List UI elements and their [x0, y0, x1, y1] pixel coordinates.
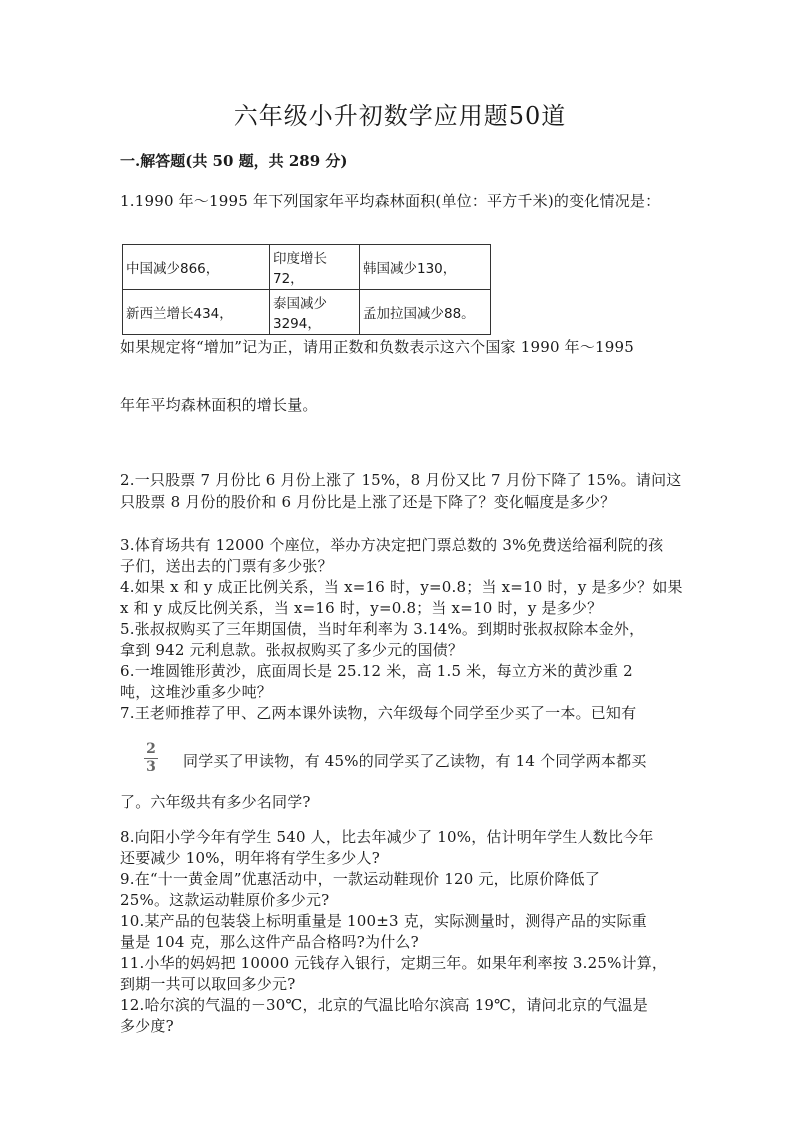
question-9-line-1: 9.在“十一黄金周”优惠活动中，一款运动鞋现价 120 元，比原价降低了 [120, 870, 601, 888]
question-3-line-2: 子们，送出去的门票有多少张？ [120, 557, 333, 575]
table-row [123, 245, 491, 290]
table-row [123, 290, 491, 335]
question-11-line-2: 到期一共可以取回多少元? [120, 975, 296, 993]
question-7-line-1: 7.王老师推荐了甲、乙两本课外读物，六年级每个同学至少买了一本。已知有 [120, 704, 637, 722]
question-1-line-1: 如果规定将“增加”记为正，请用正数和负数表示这六个国家 1990 年～1995 [120, 338, 635, 356]
question-1-line-2: 年年平均森林面积的增长量。 [120, 396, 318, 414]
table-cell: 孟加拉国减少88。 [360, 290, 491, 335]
question-1-intro: 1.1990 年～1995 年下列国家年平均森林面积(单位：平方千米)的变化情况是： [120, 192, 661, 210]
fraction-denominator: 3 [146, 759, 156, 775]
table-cell: 中国减少866， [123, 245, 270, 290]
question-4-line-2: x 和 y 成反比例关系，当 x=16 时，y=0.8；当 x=10 时，y 是多少？ [120, 599, 603, 617]
question-9-line-2: 25%。这款运动鞋原价多少元? [120, 891, 330, 909]
forest-change-table [122, 244, 491, 335]
question-3-line-1: 3.体育场共有 12000 个座位，举办方决定把门票总数的 3%免费送给福利院的孩 [120, 536, 664, 554]
question-5-line-2: 拿到 942 元利息款。张叔叔购买了多少元的国债？ [120, 641, 464, 659]
question-11-line-1: 11.小华的妈妈把 10000 元钱存入银行，定期三年。如果年利率按 3.25%计算， [120, 954, 668, 972]
table-cell: 印度增长72， [270, 245, 360, 290]
table-cell: 新西兰增长434， [123, 290, 270, 335]
table-cell: 韩国减少130， [360, 245, 491, 290]
question-6-line-2: 吨，这堆沙重多少吨？ [120, 683, 273, 701]
question-7-line-2: 同学买了甲读物，有 45%的同学买了乙读物，有 14 个同学两本都买 [183, 752, 647, 770]
page-title: 六年级小升初数学应用题50道 [233, 102, 567, 130]
question-7-line-3: 了。六年级共有多少名同学? [120, 793, 311, 811]
question-5-line-1: 5.张叔叔购买了三年期国债，当时年利率为 3.14%。到期时张叔叔除本金外， [120, 620, 645, 638]
table-cell: 泰国减少3294， [270, 290, 360, 335]
fraction-two-thirds [144, 742, 158, 775]
section-header: 一.解答题(共 50 题，共 289 分) [120, 152, 348, 170]
question-12-line-2: 多少度? [120, 1017, 174, 1035]
question-2-line-1: 2.一只股票 7 月份比 6 月份上涨了 15%，8 月份又比 7 月份下降了 15%。请问这 [120, 471, 682, 489]
question-10-line-1: 10.某产品的包装袋上标明重量是 100±3 克，实际测量时，测得产品的实际重 [120, 912, 647, 930]
fraction-numerator: 2 [146, 741, 156, 757]
question-4-line-1: 4.如果 x 和 y 成正比例关系，当 x=16 时，y=0.8；当 x=10 时，y 是多少？如果 [120, 578, 683, 596]
question-12-line-1: 12.哈尔滨的气温的－30℃，北京的气温比哈尔滨高 19℃，请问北京的气温是 [120, 996, 648, 1014]
question-2-line-2: 只股票 8 月份的股价和 6 月份比是上涨了还是下降了？变化幅度是多少？ [120, 493, 616, 511]
question-10-line-2: 量是 104 克，那么这件产品合格吗?为什么? [120, 933, 419, 951]
question-8-line-1: 8.向阳小学今年有学生 540 人，比去年减少了 10%，估计明年学生人数比今年 [120, 828, 654, 846]
question-6-line-1: 6.一堆圆锥形黄沙，底面周长是 25.12 米，高 1.5 米，每立方米的黄沙重 2 [120, 662, 633, 680]
question-8-line-2: 还要减少 10%，明年将有学生多少人? [120, 849, 380, 867]
